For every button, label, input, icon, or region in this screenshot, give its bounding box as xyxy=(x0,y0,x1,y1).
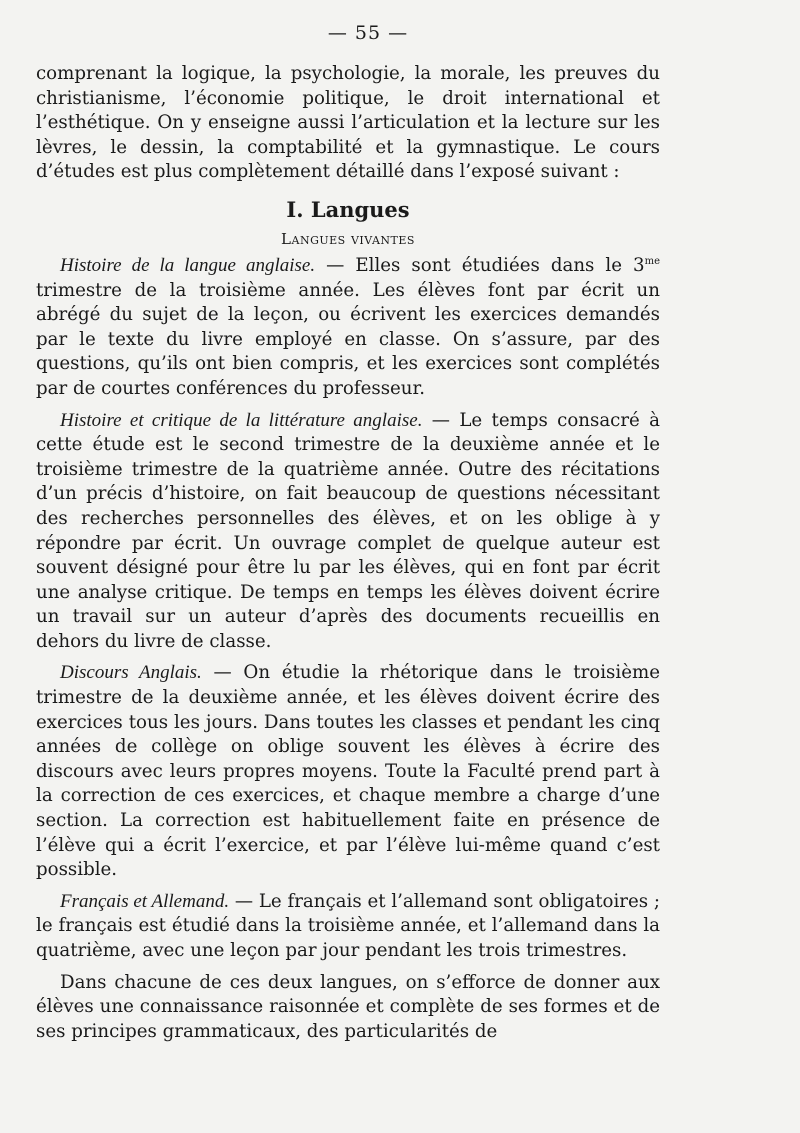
paragraph-text: — On étudie la rhétorique dans le troisième trimestre de la deuxième année, et les élèves doivent écrire des exercices tous les jours. Dans toutes les classes et pendant les cinq années de collège on oblige souvent les élèves à écrire des discours avec leurs propres moyens. Toute la Faculté prend part à la correction de ces exercices, et chaque membre a charge d’une section. La correction est habituellement faite en présence de l’élève qui a écrit l’exercice, et par l’élève lui-même quand c’est possible. xyxy=(36,662,660,881)
ordinal-superscript: me xyxy=(644,255,660,267)
paragraph-discours xyxy=(36,661,660,882)
paragraph-francais-allemand xyxy=(36,890,660,964)
intro-paragraph: comprenant la logique, la psychologie, la morale, les preuves du christianisme, l’économie politique, le droit international et l’esthétique. On y enseigne aussi l’articulation et la lecture sur les lèvres, le dessin, la comptabilité et la gymnastique. Le cours d’études est plus complètement détaillé dans l’exposé suivant : xyxy=(36,63,660,183)
closing-paragraph: Dans chacune de ces deux langues, on s’efforce de donner aux élèves une connaissance raisonnée et complète de ses formes et de ses principes grammaticaux, des particularités de xyxy=(36,971,660,1042)
page xyxy=(36,22,660,1044)
paragraph-text-pre: — Elles sont étudiées dans le 3 xyxy=(315,254,645,276)
paragraph-title: Histoire et critique de la littérature anglaise. xyxy=(60,409,423,431)
section-heading: I. Langues xyxy=(286,196,410,222)
paragraph-histoire-litterature xyxy=(36,409,660,655)
paragraph-text: — Le français et l’allemand sont obligatoires ; le français est étudié dans la troisième année, et l’allemand dans la quatrième, avec une leçon par jour pendant les trois trimestres. xyxy=(36,890,660,961)
paragraph-text: — Le temps consacré à cette étude est le second trimestre de la deuxième année et le troisième trimestre de la quatrième année. Outre des récitations d’un précis d’histoire, on fait beaucoup de questions nécessitant des recherches personnelles des élèves, et on les oblige à y répondre par écrit. Un ouvrage complet de quelque auteur est souvent désigné pour être lu par les élèves, qui en font par écrit une analyse critique. De temps en temps les élèves doivent écrire un travail sur un auteur d’après des documents recueillis en dehors du livre de classe. xyxy=(36,409,661,652)
paragraph-title: Discours Anglais. xyxy=(60,662,202,684)
page-number: — 55 — xyxy=(327,22,409,44)
paragraph-text: trimestre de la troisième année. Les élèves font par écrit un abrégé du sujet de la leçon, ou écrivent les exercices demandés par le texte du livre employé en classe. On s’assure, par des questions, qu’ils ont bien compris, et les exercices sont complétés par de courtes conférences du professeur. xyxy=(36,279,660,399)
paragraph-title: Français et Allemand. xyxy=(60,890,230,912)
paragraph-title: Histoire de la langue anglaise. xyxy=(60,254,316,276)
paragraph-histoire-langue xyxy=(36,254,660,402)
subsection-heading: Langues vivantes xyxy=(281,229,415,248)
